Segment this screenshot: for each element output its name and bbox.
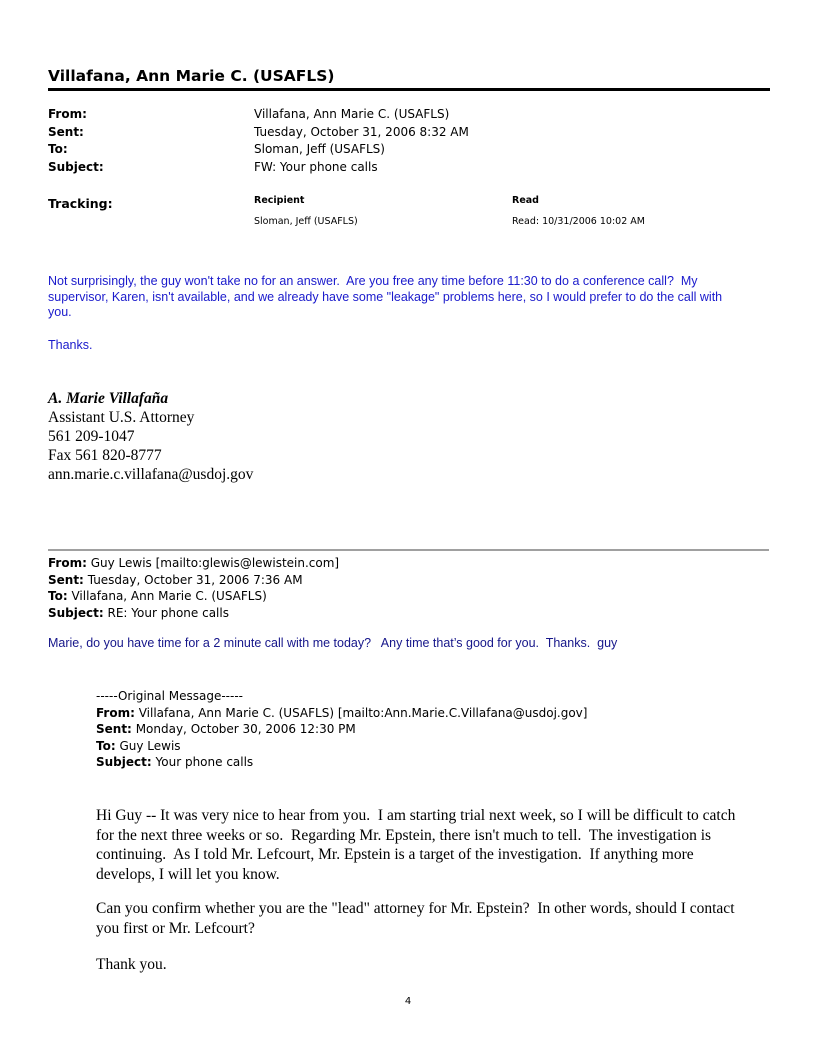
- original-header: [96, 688, 587, 771]
- from-label: From:: [48, 107, 87, 121]
- tracking-read: Read: 10/31/2006 10:02 AM: [512, 216, 645, 227]
- body-line-3: you.: [48, 305, 72, 319]
- tracking-recipient: Sloman, Jeff (USAFLS): [254, 216, 358, 227]
- subject-label: Subject:: [48, 160, 104, 174]
- body-thanks: Thanks.: [48, 338, 93, 352]
- body-line-2: supervisor, Karen, isn't available, and we already have some "leakage" problems here, so I would prefer to do the call with: [48, 289, 723, 304]
- fwd-sent-label: Sent:: [48, 572, 84, 587]
- signature-fax: Fax 561 820-8777: [48, 447, 162, 464]
- orig-sent-value: Monday, October 30, 2006 12:30 PM: [135, 722, 356, 736]
- para2-line-1: Can you confirm whether you are the "lead" attorney for Mr. Epstein? In other words, should I contact: [96, 900, 735, 917]
- orig-sent-label: Sent:: [96, 722, 132, 736]
- email-title: Villafana, Ann Marie C. (USAFLS): [48, 67, 335, 85]
- to-label: To:: [48, 142, 68, 156]
- fwd-sent-value: Tuesday, October 31, 2006 7:36 AM: [87, 572, 303, 587]
- fwd-subject-label: Subject:: [48, 605, 104, 620]
- para1-line-2: for the next three weeks or so. Regarding Mr. Epstein, there isn't much to tell. The investigation is: [96, 826, 712, 844]
- signature-title: Assistant U.S. Attorney: [48, 409, 195, 426]
- original-paragraph-2: [96, 899, 776, 938]
- signature-phone: 561 209-1047: [48, 428, 135, 445]
- para1-line-4: develops, I will let you know.: [96, 865, 280, 883]
- to-value: Sloman, Jeff (USAFLS): [254, 142, 385, 156]
- fwd-subject-value: RE: Your phone calls: [107, 605, 229, 620]
- tracking-recipient-header: Recipient: [254, 195, 305, 206]
- para1-line-3: continuing. As I told Mr. Lefcourt, Mr. Epstein is a target of the investigation. If anything more: [96, 846, 694, 863]
- tracking-label: Tracking:: [48, 196, 113, 211]
- original-marker: -----Original Message-----: [96, 689, 243, 703]
- signature-block: [48, 389, 253, 484]
- signature-email: ann.marie.c.villafana@usdoj.gov: [48, 466, 254, 483]
- forwarded-header: [48, 555, 339, 621]
- subject-value: FW: Your phone calls: [254, 160, 378, 174]
- original-paragraph-1: [96, 806, 776, 884]
- para2-line-2: you first or Mr. Lefcourt?: [96, 919, 255, 937]
- orig-to-value: Guy Lewis: [119, 738, 181, 753]
- fwd-to-value: Villafana, Ann Marie C. (USAFLS): [71, 589, 267, 603]
- signature-name: A. Marie Villafaña: [48, 390, 169, 407]
- sent-value: Tuesday, October 31, 2006 8:32 AM: [254, 125, 469, 139]
- para1-line-1: Hi Guy -- It was very nice to hear from you. I am starting trial next week, so I will be difficult to catch: [96, 807, 736, 824]
- orig-from-value: Villafana, Ann Marie C. (USAFLS) [mailto:Ann.Marie.C.Villafana@usdoj.gov]: [138, 705, 588, 720]
- forward-divider: [48, 549, 769, 551]
- page-number: 4: [404, 996, 412, 1007]
- orig-subject-value: Your phone calls: [155, 755, 254, 769]
- title-divider: [48, 88, 770, 91]
- original-closing: Thank you.: [96, 956, 167, 973]
- orig-subject-label: Subject:: [96, 755, 152, 769]
- fwd-from-value: Guy Lewis [mailto:glewis@lewistein.com]: [90, 556, 340, 570]
- orig-from-label: From:: [96, 705, 135, 720]
- tracking-read-header: Read: [512, 195, 539, 206]
- from-value: Villafana, Ann Marie C. (USAFLS): [254, 107, 450, 121]
- fwd-to-label: To:: [48, 589, 68, 603]
- fwd-from-label: From:: [48, 556, 87, 570]
- forwarded-message: Marie, do you have time for a 2 minute call with me today? Any time that’s good for you. Thanks. guy: [48, 636, 618, 650]
- orig-to-label: To:: [96, 738, 116, 753]
- body-line-1: Not surprisingly, the guy won't take no for an answer. Are you free any time before 11:30 to do a conference call? My: [48, 274, 698, 288]
- sent-label: Sent:: [48, 125, 84, 139]
